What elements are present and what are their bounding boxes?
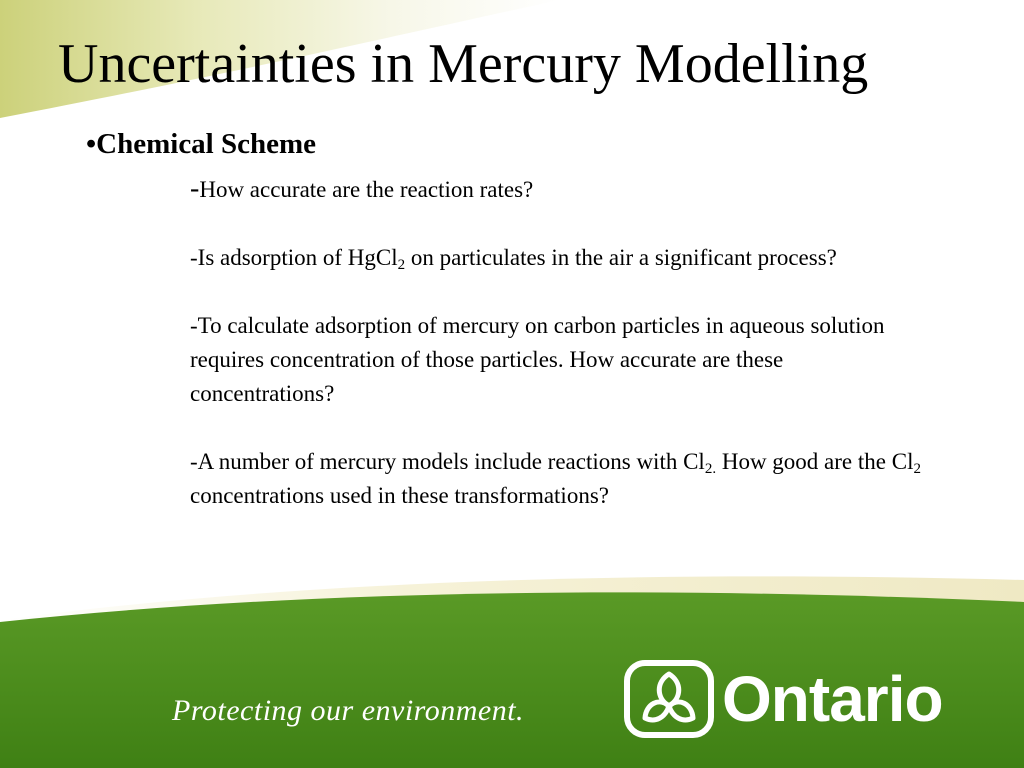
- question-item: [190, 445, 930, 513]
- question-text: concentrations used in these transformations?: [190, 483, 609, 508]
- body-text: [190, 172, 930, 513]
- question-item: [190, 241, 930, 275]
- trillium-logo-icon: [624, 660, 714, 738]
- subscript: 2: [913, 461, 921, 477]
- question-text: How accurate are the reaction rates?: [199, 177, 534, 202]
- subscript: 2: [397, 257, 406, 273]
- question-text: -To calculate adsorption of mercury on carbon particles in aqueous solution requires concentration of those particles. How accurate are these concentrations?: [190, 313, 885, 406]
- bullet-heading: [86, 128, 316, 161]
- question-text: How good are the Cl: [716, 449, 914, 474]
- ontario-wordmark: Ontario: [722, 663, 943, 735]
- question-dash: -: [190, 173, 200, 204]
- question-item: [190, 172, 930, 207]
- question-text: -A number of mercury models include reactions with Cl: [190, 449, 705, 474]
- bullet-marker: •: [86, 128, 97, 160]
- footer-tagline: Protecting our environment.: [172, 694, 525, 727]
- question-item: [190, 309, 930, 411]
- heading-text: Chemical Scheme: [96, 128, 317, 160]
- question-text: on particulates in the air a significant process?: [405, 245, 837, 270]
- page-title: Uncertainties in Mercury Modelling: [58, 33, 869, 95]
- subscript: 2.: [704, 461, 717, 477]
- question-text: -Is adsorption of HgCl: [190, 245, 398, 270]
